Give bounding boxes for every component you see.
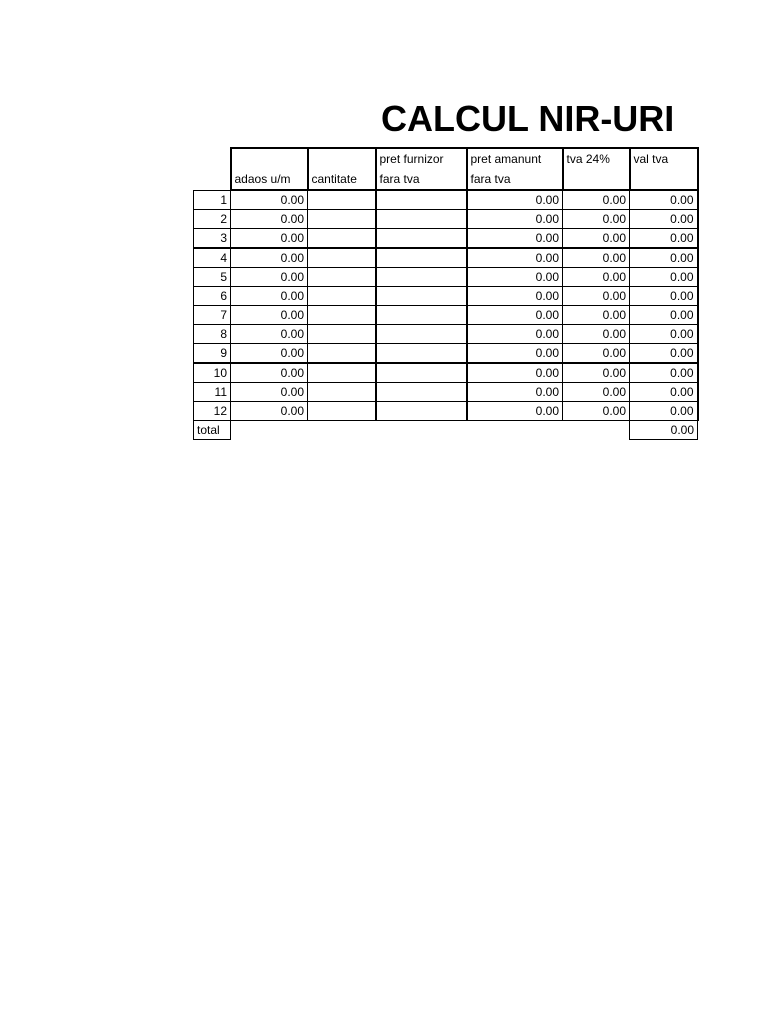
cell-val-tva[interactable]: 0.00 <box>630 402 698 421</box>
row-number[interactable]: 9 <box>194 344 231 364</box>
header-cantitate: cantitate <box>308 148 376 190</box>
table-row <box>194 268 698 287</box>
cell-adaos[interactable]: 0.00 <box>231 402 308 421</box>
cell-val-tva[interactable]: 0.00 <box>630 268 698 287</box>
row-number[interactable]: 6 <box>194 287 231 306</box>
cell-adaos[interactable]: 0.00 <box>231 344 308 364</box>
cell-tva[interactable]: 0.00 <box>563 363 630 383</box>
cell-pret-amanunt[interactable]: 0.00 <box>467 210 563 229</box>
row-number[interactable]: 8 <box>194 325 231 344</box>
cell-cantitate[interactable] <box>308 287 376 306</box>
cell-adaos[interactable]: 0.00 <box>231 268 308 287</box>
table-row <box>194 363 698 383</box>
table-row <box>194 402 698 421</box>
total-val-tva[interactable]: 0.00 <box>630 421 698 440</box>
cell-tva[interactable]: 0.00 <box>563 229 630 249</box>
cell-adaos[interactable]: 0.00 <box>231 210 308 229</box>
header-val-tva: val tva <box>630 148 698 190</box>
table-row <box>194 248 698 268</box>
cell-pret-amanunt[interactable]: 0.00 <box>467 363 563 383</box>
row-number[interactable]: 10 <box>194 363 231 383</box>
header-adaos: adaos u/m <box>231 148 308 190</box>
cell-pret-amanunt[interactable]: 0.00 <box>467 229 563 249</box>
cell-val-tva[interactable]: 0.00 <box>630 210 698 229</box>
table-row <box>194 344 698 364</box>
table-row <box>194 190 698 210</box>
cell-tva[interactable]: 0.00 <box>563 287 630 306</box>
nir-table <box>193 147 699 440</box>
cell-pret-amanunt[interactable]: 0.00 <box>467 344 563 364</box>
cell-pret-furnizor[interactable] <box>376 190 467 210</box>
row-number[interactable]: 7 <box>194 306 231 325</box>
header-pret-amanunt-line2: fara tva <box>470 172 511 186</box>
total-empty-cell <box>376 421 467 440</box>
cell-pret-furnizor[interactable] <box>376 287 467 306</box>
cell-pret-furnizor[interactable] <box>376 402 467 421</box>
cell-pret-furnizor[interactable] <box>376 248 467 268</box>
cell-pret-amanunt[interactable]: 0.00 <box>467 325 563 344</box>
page-title: CALCUL NIR-URI <box>381 98 675 139</box>
cell-tva[interactable]: 0.00 <box>563 344 630 364</box>
total-label: total <box>194 421 231 440</box>
table-row <box>194 325 698 344</box>
table-row <box>194 210 698 229</box>
cell-cantitate[interactable] <box>308 268 376 287</box>
cell-adaos[interactable]: 0.00 <box>231 287 308 306</box>
cell-val-tva[interactable]: 0.00 <box>630 190 698 210</box>
header-row <box>194 148 698 190</box>
row-number[interactable]: 12 <box>194 402 231 421</box>
row-number[interactable]: 5 <box>194 268 231 287</box>
total-empty-cell <box>231 421 308 440</box>
cell-tva[interactable]: 0.00 <box>563 210 630 229</box>
cell-cantitate[interactable] <box>308 383 376 402</box>
header-pret-amanunt <box>467 148 563 190</box>
cell-cantitate[interactable] <box>308 306 376 325</box>
cell-adaos[interactable]: 0.00 <box>231 248 308 268</box>
cell-val-tva[interactable]: 0.00 <box>630 325 698 344</box>
cell-cantitate[interactable] <box>308 344 376 364</box>
cell-pret-amanunt[interactable]: 0.00 <box>467 287 563 306</box>
cell-val-tva[interactable]: 0.00 <box>630 287 698 306</box>
table-row <box>194 306 698 325</box>
cell-adaos[interactable]: 0.00 <box>231 190 308 210</box>
header-pret-furnizor-line2: fara tva <box>379 172 420 186</box>
header-corner <box>194 148 231 190</box>
cell-val-tva[interactable]: 0.00 <box>630 344 698 364</box>
cell-adaos[interactable]: 0.00 <box>231 306 308 325</box>
cell-adaos[interactable]: 0.00 <box>231 383 308 402</box>
cell-pret-furnizor[interactable] <box>376 363 467 383</box>
row-number[interactable]: 1 <box>194 190 231 210</box>
header-pret-furnizor-line1: pret furnizor <box>379 152 444 166</box>
cell-val-tva[interactable]: 0.00 <box>630 248 698 268</box>
table-row <box>194 383 698 402</box>
cell-val-tva[interactable]: 0.00 <box>630 383 698 402</box>
cell-val-tva[interactable]: 0.00 <box>630 229 698 249</box>
cell-pret-furnizor[interactable] <box>376 383 467 402</box>
table-row <box>194 229 698 249</box>
cell-pret-amanunt[interactable]: 0.00 <box>467 248 563 268</box>
cell-cantitate[interactable] <box>308 248 376 268</box>
header-pret-furnizor <box>376 148 467 190</box>
total-row <box>194 421 698 440</box>
cell-pret-amanunt[interactable]: 0.00 <box>467 383 563 402</box>
cell-cantitate[interactable] <box>308 325 376 344</box>
cell-tva[interactable]: 0.00 <box>563 383 630 402</box>
cell-cantitate[interactable] <box>308 402 376 421</box>
cell-cantitate[interactable] <box>308 210 376 229</box>
cell-tva[interactable]: 0.00 <box>563 248 630 268</box>
header-pret-amanunt-line1: pret amanunt <box>470 152 542 166</box>
total-empty-cell <box>467 421 563 440</box>
row-number[interactable]: 4 <box>194 248 231 268</box>
cell-tva[interactable]: 0.00 <box>563 402 630 421</box>
cell-tva[interactable]: 0.00 <box>563 306 630 325</box>
header-tva: tva 24% <box>563 148 630 190</box>
total-empty-cell <box>308 421 376 440</box>
cell-pret-amanunt[interactable]: 0.00 <box>467 268 563 287</box>
table-row <box>194 287 698 306</box>
cell-pret-amanunt[interactable]: 0.00 <box>467 402 563 421</box>
cell-tva[interactable]: 0.00 <box>563 325 630 344</box>
row-number[interactable]: 11 <box>194 383 231 402</box>
cell-tva[interactable]: 0.00 <box>563 268 630 287</box>
cell-pret-furnizor[interactable] <box>376 268 467 287</box>
cell-tva[interactable]: 0.00 <box>563 190 630 210</box>
cell-pret-amanunt[interactable]: 0.00 <box>467 306 563 325</box>
cell-pret-furnizor[interactable] <box>376 210 467 229</box>
cell-pret-amanunt[interactable]: 0.00 <box>467 190 563 210</box>
cell-cantitate[interactable] <box>308 190 376 210</box>
cell-cantitate[interactable] <box>308 229 376 249</box>
cell-pret-furnizor[interactable] <box>376 325 467 344</box>
row-number[interactable]: 3 <box>194 229 231 249</box>
cell-adaos[interactable]: 0.00 <box>231 229 308 249</box>
cell-val-tva[interactable]: 0.00 <box>630 363 698 383</box>
cell-adaos[interactable]: 0.00 <box>231 325 308 344</box>
cell-val-tva[interactable]: 0.00 <box>630 306 698 325</box>
total-empty-cell <box>563 421 630 440</box>
row-number[interactable]: 2 <box>194 210 231 229</box>
cell-pret-furnizor[interactable] <box>376 306 467 325</box>
cell-pret-furnizor[interactable] <box>376 229 467 249</box>
cell-cantitate[interactable] <box>308 363 376 383</box>
cell-pret-furnizor[interactable] <box>376 344 467 364</box>
cell-adaos[interactable]: 0.00 <box>231 363 308 383</box>
